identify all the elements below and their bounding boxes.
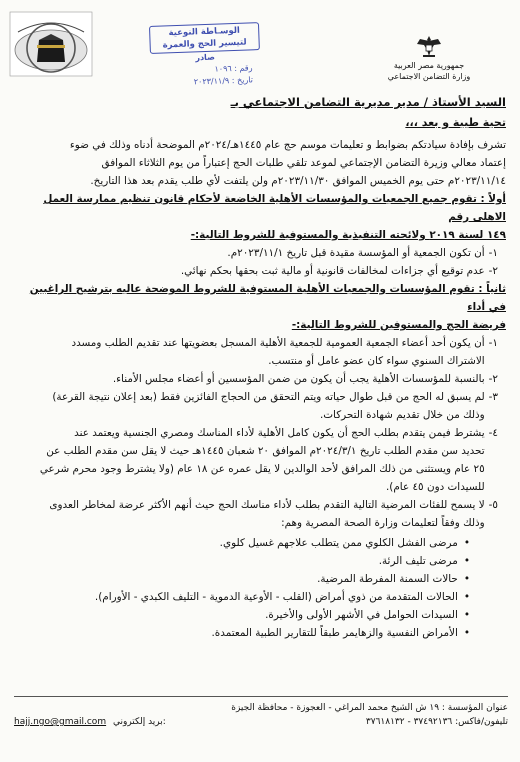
list-item: [12, 370, 498, 388]
bullet-item: • مرضى تليف الرئة.: [12, 552, 480, 570]
item-line: أن يكون أحد أعضاء الجمعية العمومية للجمعية الأهلية المسجل بعضويتها عند تقديم الطلب ومسدد: [71, 337, 485, 349]
stamp-date-label: تاريخ: [236, 75, 254, 85]
list-item: [12, 388, 498, 424]
item-line: وذلك وفقاً لتعليمات وزارة الصحة المصرية وهم:: [281, 517, 485, 529]
footer-address: عنوان المؤسسة : ١٩ ش الشيخ محمد المراغي - العجوزة - محافظة الجيزة: [231, 703, 508, 713]
stamp-title: الوسـاطة النوعية لتيسير الحج والعمرة: [149, 22, 260, 54]
section-1-list: [12, 244, 506, 280]
bullet-item: • مرضى الفشل الكلوي ممن يتطلب علاجهم غسيل كلوي.: [12, 534, 480, 552]
footer-phone: تليفون/فاكس: ٣٧٤٩٢١٣٦ - ٣٧٦١٨١٣٢: [365, 717, 508, 727]
section-2-line: ثانياً : تقوم المؤسسات والجمعيات الأهلية المستوفية للشروط الموضحة عاليه بترشيح الراغبين في أداء: [29, 283, 506, 313]
letter-footer: [14, 696, 508, 729]
list-item: [12, 244, 498, 262]
ministry-name: وزارة التضامن الاجتماعي: [387, 72, 471, 81]
bullet-item: • السيدات الحوامل في الأشهر الأولى والأخيرة.: [12, 606, 480, 624]
bullet-item: • الحالات المتقدمة من ذوي أمراض (القلب - الأوعية الدموية - التليف الكبدي - الأورام).: [12, 588, 480, 606]
eagle-emblem-icon: [416, 34, 442, 58]
section-2-line: فريضة الحج والمستوفين للشروط التالية:-: [291, 319, 506, 331]
bullet-item: • حالات السمنة المفرطة المرضية.: [12, 570, 480, 588]
section-2-list: [12, 334, 506, 532]
item-text: أن تكون الجمعية أو المؤسسة مقيدة قبل تاريخ ٢٠٢٣/١١/١م.: [227, 247, 485, 259]
item-number: ٢-: [488, 373, 498, 385]
stamp-number-label: رقم: [239, 63, 253, 73]
section-1-line: أولاً : تقوم جميع الجمعيات والمؤسسات الأهلية الخاضعة لأحكام قانون تنظيم ممارسة العمل الاهلى رقم: [43, 193, 506, 223]
kaaba-logo-icon: [8, 10, 94, 78]
list-item: [12, 334, 498, 370]
item-number: ٥-: [488, 499, 498, 511]
addressee: السيد الأستاذ / مدير مديرية التضامن الاجتماعي بـ: [230, 95, 506, 109]
letter-body: [12, 92, 506, 642]
republic-name: جمهورية مصر العربية: [393, 61, 465, 70]
list-item: [12, 262, 498, 280]
outgoing-stamp: الوسـاطة النوعية لتيسير الحج والعمرة صادر رقم : ١٠٩٦ تاريخ : ٢٠٢٣/١١/٩: [149, 22, 261, 86]
section-2-heading: [12, 280, 506, 334]
item-number: ٢-: [488, 265, 498, 277]
stamp-number: ١٠٩٦: [214, 64, 232, 74]
item-line: ٢٥ عام ويستثنى من ذلك المرافق لأحد الوالدين لا يقل عمره عن ١٨ عام (ولا يشترط وجود محرم شرعي: [39, 463, 485, 475]
email-address[interactable]: hajj.ngo@gmail.com: [14, 717, 107, 727]
item-number: ٣-: [488, 391, 498, 403]
section-1-line: ١٤٩ لسنة ٢٠١٩ ولائحته التنفيذية والمستوفية للشروط التالية:-: [190, 229, 506, 241]
stamp-date: ٢٠٢٣/١١/٩: [193, 76, 230, 87]
item-line: بالنسبة للمؤسسات الأهلية يجب أن يكون من ضمن المؤسسين أو أعضاء مجلس الأمناء.: [112, 373, 485, 385]
bullet-item: • الأمراض النفسية والزهايمر طبقاً للتقارير الطبية المعتمدة.: [12, 624, 480, 642]
item-line: لا يسمح للفئات المرضية التالية التقدم بطلب لأداء مناسك الحج حيث أنهم الأكثر عرضة لمخاطر العدوى: [49, 499, 485, 511]
disease-list: [12, 534, 506, 642]
item-number: ٤-: [488, 427, 498, 439]
email-label: بريد إلكتروني:: [112, 717, 166, 727]
section-1-heading: [12, 190, 506, 244]
stamp-export: صادر: [195, 52, 215, 63]
item-line: لم يسبق له الحج من قبل طوال حياته ويتم التحقق من الحجاج الفائزين فقط (بعد إعلان نتيجة القرعة): [52, 391, 485, 403]
item-line: الاشتراك السنوي سواء كان عضو عامل أو منتسب.: [268, 355, 485, 367]
item-number: ١-: [488, 247, 498, 259]
item-line: يشترط فيمن يتقدم بطلب الحج أن يكون كامل الأهلية لأداء المناسك ومصري الجنسية ويعتمد عند: [74, 427, 485, 439]
item-line: تحديد سن مقدم الطلب تاريخ ٢٠٢٤/٣/١م الموافق ٢٠ شعبان ١٤٤٥هـ حيث لا يقل سن مقدم الطلب عن: [46, 445, 485, 457]
item-line: للسيدات دون ٤٥ عام).: [386, 481, 485, 493]
intro-line: إعتماد معالي وزيرة التضامن الإجتماعي لموعد تلقي طلبات الحج إعتباراً من يوم الثلاثاء الموافق: [101, 157, 506, 169]
list-item: [12, 496, 498, 532]
item-text: عدم توقيع أي جزاءات لمخالفات قانونية أو مالية ثبت بحقها بحكم نهائي.: [180, 265, 485, 277]
intro-line: تشرف بإفادة سيادتكم بضوابط و تعليمات موسم حج عام ١٤٤٥هـ/٢٠٢٤م الموضحة أدناه وذلك في ضوء: [69, 139, 506, 151]
footer-email: [14, 715, 166, 729]
greeting: تحية طيبة و بعد ،،،: [405, 116, 506, 129]
item-line: وذلك من خلال تقديم شهادة التحركات.: [319, 409, 485, 421]
item-number: ١-: [488, 337, 498, 349]
ministry-header: [354, 34, 504, 82]
list-item: [12, 424, 498, 496]
intro-line: ٢٠٢٣/١١/١٤م حتى يوم الخميس الموافق ٢٠٢٣/١١/٣٠م ولن يلتفت لأي طلب يقدم بعد هذا التاريخ.: [90, 175, 506, 187]
intro-paragraph: [12, 136, 506, 190]
